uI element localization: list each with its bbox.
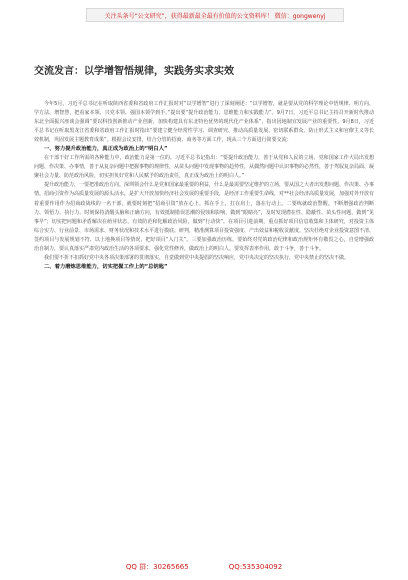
body-paragraph: 我们要不折不扣抓好党中央各项决策部署的贯彻落实，自觉做到党中央提倡的坚决响应，党中央决定的坚决执行，党中央禁止的坚决不做。 — [44, 254, 350, 261]
top-banner — [86, 8, 344, 22]
banner-text: 关注头条号“公文研究”，获得最新最全最有价值的公文资料库！ 微信：gongwenyj — [104, 12, 326, 20]
document-title: 交流发言：以学增智悟规律，实践务实求实效 — [34, 66, 234, 77]
section-heading-1: 一、努力提升政治能力，真正成为政治上的“明白人” — [44, 146, 168, 153]
qq-group-text: QQ 群：30265665 — [125, 563, 189, 571]
body-paragraph: 提升政治能力，一要把准政治方向。深圳领会什么是党和国家最重要的利益，什么是最需要坚定维护的立场，要从国之大者出发想问题、作决策、办事情。招商引资作为高质量发展的源头活水，是扩大开放加快经济社会发展的重要手段，是经济工作重要生命线，对**社会经济高质量发展，加强对外开放有着重要作用作为招商政战线的一名干部，就要时刻把“招商引资”放在心上，抓在手上，扛在肩上，落在行动上。二要练就政治警醒。不断增强政治判断力、领悟力、执行力，时刻保持清醒头脑和正确方向，有效抵制错误思潮的侵蚀和影响，做到“眼睛亮”，及时发现潜在性、隐蔽性、苗头性问题，做到“见事早”；切实把问题和矛盾解决在萌芽状态，有效防范和化解政治风险，做到“行动快”。在项目引进前期，重点抓好项目信息收集和主体研究，对投资主体综合实力、行业前景、市场需求、财务状况和技术水平进行摸底、研判，精准测算项目投资强度、产出效益和税收贡献度。坚决杜绝对企业投资意图不清、签约项目与发展规划不符、以土地换项目等情况，把好项目“入门关”。三要加强政治历练。要始终对党的政治纪律和政治规矩怀有敬畏之心，自觉增强政治自制力，要认真落实严肃党内政治生活的各项要求，强化党性修养，做政治上的明白人。要发挥表率作用，敢于斗争，善于斗争。 — [34, 182, 375, 252]
intro-paragraph: 今年5月，习近平总书记在听取陕西省委和省政府工作汇报时对“以学增智”进行了深刻阐述：“以学增智，就是要从党的科学理论中悟规律、明方向、学方法、增智慧，把看家本领、兴党本领、强国本领学到手。”提出要“提升政治能力、思维能力和实践能力”。9月7日，习近平总书记主持召开新时代推动东北全面振兴座谈会强调“要以科技创新推动产业创新，加快构建具有东北特色优势的现代化产业体系”，指出因地制宜发展产业的重要性。9月8日，习近平总书记在听取黑龙江省委和省政府工作汇报时指出“要建立健全经常性学习、调查研究、推动高质量发展、密切联系群众、防止形式主义和官僚主义等长效机制，巩固发展主题教育成果”。根据会议安排，结合分管的招商、商务等方面工作，现从三个方面进行简要交流： — [34, 101, 374, 144]
qq-number-text: QQ:535304092 — [228, 563, 283, 571]
document-body — [34, 100, 374, 272]
page-footer — [0, 560, 408, 574]
section-heading-2: 二、着力磨炼思维能力，切实把握工作上的“总钥匙” — [44, 263, 168, 270]
body-paragraph: 在干部干好工作所需的各种能力中，政治能力是第一位的。习近平总书记指出：“要提升政治能力，善于从党和人民的立场、党和国家工作大局出发想问题、作决策、办事情，善于从复杂问题中把握事物的规律性，从苗头问题中发现事物的趋势性，从偶然问题中认识事物的必然性，善于驾驭复杂局面、凝聚社会力量、防范政治风险，切实担负好党和人民赋予的政治责任，真正成为政治上的明白人。” — [34, 155, 375, 180]
